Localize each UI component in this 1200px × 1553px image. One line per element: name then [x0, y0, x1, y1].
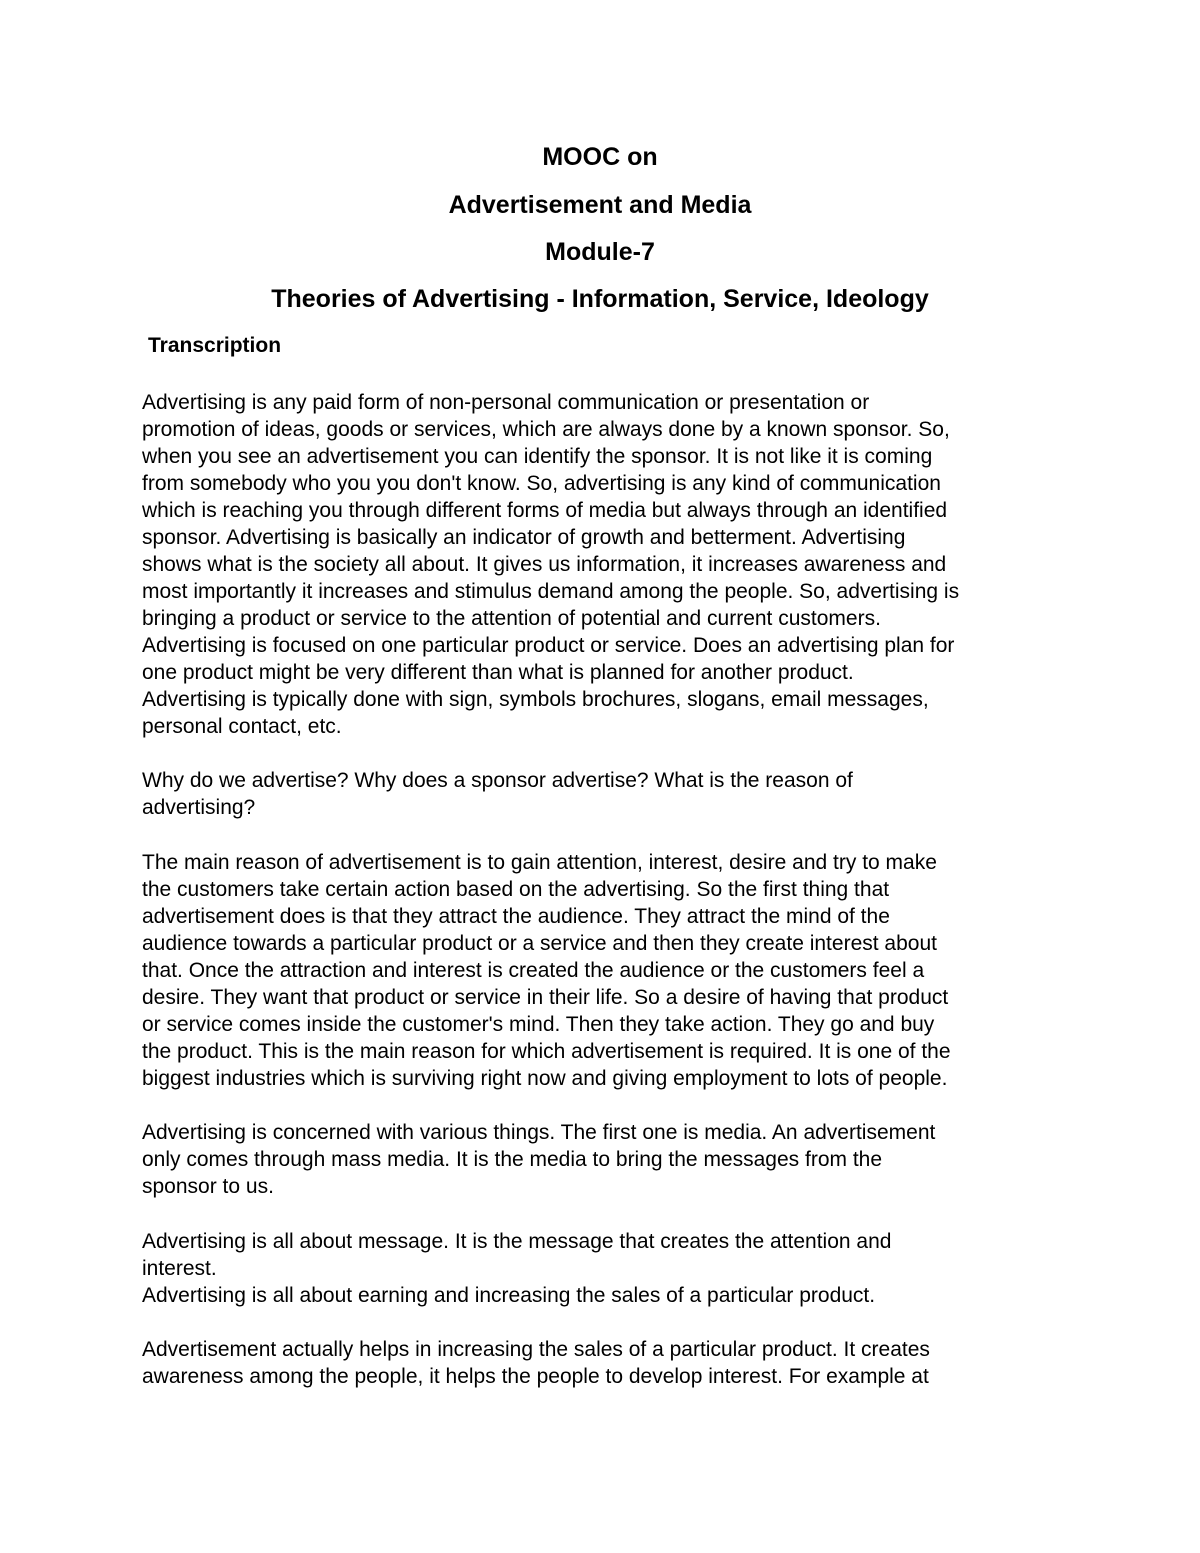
text-line: promotion of ideas, goods or services, which are always done by a known sponsor. So,: [142, 418, 950, 441]
text-line: or service comes inside the customer's mind. Then they take action. They go and buy: [142, 1013, 935, 1036]
text-line: biggest industries which is surviving right now and giving employment to lots of people.: [142, 1067, 948, 1090]
text-line: most importantly it increases and stimulus demand among the people. So, advertising is: [142, 580, 960, 603]
paragraph-questions: [142, 767, 1072, 821]
text-line: awareness among the people, it helps the people to develop interest. For example at: [142, 1365, 929, 1388]
text-line: the product. This is the main reason for which advertisement is required. It is one of the: [142, 1040, 951, 1063]
module-number: Module-7: [545, 238, 655, 266]
text-line: Advertising is typically done with sign, symbols brochures, slogans, email messages,: [142, 688, 929, 711]
paragraph-main-reason: [142, 849, 1072, 1092]
text-line: Advertising is concerned with various things. The first one is media. An advertisement: [142, 1121, 936, 1144]
text-line: from somebody who you you don't know. So, advertising is any kind of communication: [142, 472, 941, 495]
text-line: interest.: [142, 1257, 217, 1280]
text-line: Advertising is any paid form of non-personal communication or presentation or: [142, 391, 870, 414]
text-line: shows what is the society all about. It gives us information, it increases awareness and: [142, 553, 947, 576]
text-line: one product might be very different than what is planned for another product.: [142, 661, 854, 684]
text-line: Advertising is all about message. It is the message that creates the attention and: [142, 1230, 892, 1253]
paragraph-definition: [142, 389, 1072, 740]
text-line: audience towards a particular product or a service and then they create interest about: [142, 932, 937, 955]
text-line: sponsor. Advertising is basically an indicator of growth and betterment. Advertising: [142, 526, 906, 549]
text-line: sponsor to us.: [142, 1175, 274, 1198]
text-line: Advertising is all about earning and increasing the sales of a particular product.: [142, 1284, 876, 1307]
text-line: advertising?: [142, 796, 256, 819]
text-line: the customers take certain action based on the advertising. So the first thing that: [142, 878, 890, 901]
text-line: Advertising is focused on one particular product or service. Does an advertising plan for: [142, 634, 955, 657]
text-line: when you see an advertisement you can identify the sponsor. It is not like it is coming: [142, 445, 933, 468]
module-title: Theories of Advertising - Information, Service, Ideology: [271, 285, 929, 313]
paragraph-sales: [142, 1336, 1072, 1390]
text-line: Why do we advertise? Why does a sponsor advertise? What is the reason of: [142, 769, 853, 792]
section-label: Transcription: [148, 334, 282, 357]
text-line: bringing a product or service to the attention of potential and current customers.: [142, 607, 881, 630]
text-line: desire. They want that product or service in their life. So a desire of having that product: [142, 986, 949, 1009]
text-line: personal contact, etc.: [142, 715, 342, 738]
text-line: The main reason of advertisement is to gain attention, interest, desire and try to make: [142, 851, 937, 874]
text-line: which is reaching you through different forms of media but always through an identified: [142, 499, 948, 522]
paragraph-message: [142, 1228, 1072, 1309]
text-line: only comes through mass media. It is the media to bring the messages from the: [142, 1148, 883, 1171]
text-line: advertisement does is that they attract the audience. They attract the mind of the: [142, 905, 890, 928]
text-line: Advertisement actually helps in increasing the sales of a particular product. It creates: [142, 1338, 930, 1361]
course-title: MOOC on: [542, 143, 658, 171]
paragraph-media: [142, 1119, 1072, 1200]
text-line: that. Once the attraction and interest is created the audience or the customers feel a: [142, 959, 925, 982]
course-subject: Advertisement and Media: [448, 191, 752, 219]
